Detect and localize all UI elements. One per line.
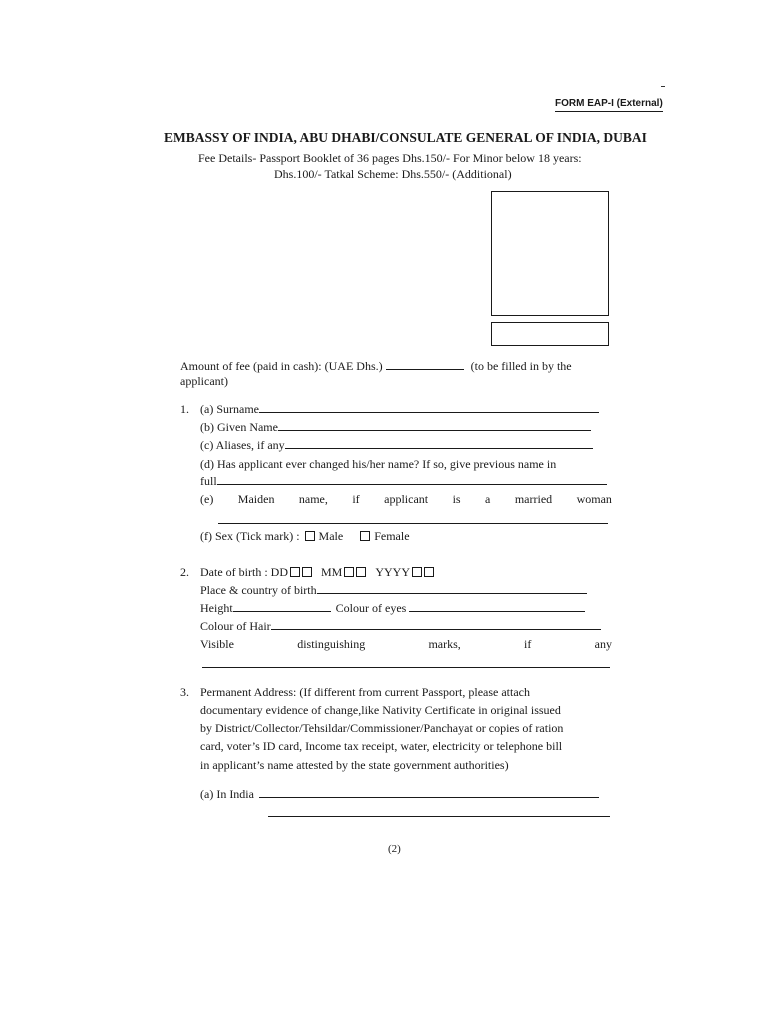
given-name-label: (b) Given Name bbox=[200, 420, 278, 434]
height-row bbox=[200, 600, 585, 616]
maiden-name-field[interactable] bbox=[218, 523, 608, 524]
aliases-label: (c) Aliases, if any bbox=[200, 438, 285, 452]
india-address-field[interactable] bbox=[259, 786, 599, 798]
dd-label: DD bbox=[270, 565, 288, 579]
dob-day-box[interactable] bbox=[290, 567, 300, 577]
corner-mark bbox=[661, 86, 665, 87]
form-id: FORM EAP-I (External) bbox=[555, 98, 663, 109]
yyyy-label: YYYY bbox=[375, 565, 411, 579]
address-text-line: by District/Collector/Tehsildar/Commissioner/Panchayat or copies of ration bbox=[200, 721, 564, 735]
dob-year-box[interactable] bbox=[412, 567, 422, 577]
maiden-word: if bbox=[352, 492, 360, 506]
height-field[interactable] bbox=[233, 600, 331, 612]
maiden-word: applicant bbox=[384, 492, 429, 506]
maiden-word: is bbox=[452, 492, 461, 506]
previous-name-field[interactable] bbox=[217, 473, 607, 485]
given-name-field[interactable] bbox=[278, 419, 591, 431]
female-checkbox[interactable] bbox=[360, 531, 370, 541]
india-row bbox=[200, 786, 599, 802]
dob-day-box[interactable] bbox=[302, 567, 312, 577]
place-label: Place & country of birth bbox=[200, 583, 317, 597]
fee-note-2: applicant) bbox=[180, 374, 228, 388]
full-row bbox=[200, 473, 607, 489]
address-text-line: card, voter’s ID card, Income tax receipt, water, electricity or telephone bill bbox=[200, 739, 563, 753]
eyes-label: Colour of eyes bbox=[335, 601, 407, 615]
sex-label: (f) Sex (Tick mark) : bbox=[200, 529, 300, 543]
marks-row bbox=[200, 636, 612, 652]
maiden-word: married bbox=[514, 492, 553, 506]
marks-word: any bbox=[594, 637, 612, 651]
male-label: Male bbox=[318, 529, 344, 543]
section3-number: 3. bbox=[180, 685, 189, 699]
full-label: full bbox=[200, 474, 217, 488]
dob-year-box[interactable] bbox=[424, 567, 434, 577]
male-checkbox[interactable] bbox=[305, 531, 315, 541]
mm-label: MM bbox=[321, 565, 343, 579]
surname-row bbox=[200, 401, 599, 417]
aliases-field[interactable] bbox=[285, 437, 593, 449]
marks-word: Visible bbox=[200, 637, 234, 651]
place-field[interactable] bbox=[317, 582, 587, 594]
address-text-line: Permanent Address: (If different from current Passport, please attach bbox=[200, 685, 530, 699]
given-name-row bbox=[200, 419, 591, 435]
maiden-word: (e) bbox=[200, 492, 214, 506]
female-label: Female bbox=[374, 529, 410, 543]
eyes-field[interactable] bbox=[409, 600, 585, 612]
photo-box[interactable] bbox=[491, 191, 609, 316]
marks-word: marks, bbox=[428, 637, 461, 651]
maiden-word: woman bbox=[576, 492, 612, 506]
fee-row bbox=[180, 358, 572, 374]
marks-word: distinguishing bbox=[297, 637, 366, 651]
fee-details-line2: Dhs.100/- Tatkal Scheme: Dhs.550/- (Additional) bbox=[274, 167, 512, 181]
surname-field[interactable] bbox=[259, 401, 599, 413]
marks-field[interactable] bbox=[202, 667, 610, 668]
fee-note: (to be filled in by the bbox=[470, 359, 572, 373]
india-address-field-2[interactable] bbox=[268, 816, 610, 817]
form-id-underline bbox=[555, 111, 663, 112]
fee-amount-field[interactable] bbox=[386, 358, 464, 370]
dob-month-box[interactable] bbox=[344, 567, 354, 577]
maiden-word: a bbox=[485, 492, 491, 506]
india-label: (a) In India bbox=[200, 787, 254, 801]
address-text-line: in applicant’s name attested by the state government authorities) bbox=[200, 758, 509, 772]
dob-row bbox=[200, 564, 434, 580]
fee-label: Amount of fee (paid in cash): (UAE Dhs.) bbox=[180, 359, 383, 373]
fee-details-line1: Fee Details- Passport Booklet of 36 pages Dhs.150/- For Minor below 18 years: bbox=[198, 151, 582, 165]
dob-month-box[interactable] bbox=[356, 567, 366, 577]
section2-number: 2. bbox=[180, 565, 189, 579]
dob-label: Date of birth : bbox=[200, 565, 268, 579]
aliases-row bbox=[200, 437, 593, 453]
maiden-word: name, bbox=[298, 492, 328, 506]
section1-number: 1. bbox=[180, 402, 189, 416]
signature-box[interactable] bbox=[491, 322, 609, 346]
hair-row bbox=[200, 618, 601, 634]
maiden-row bbox=[200, 491, 612, 507]
place-row bbox=[200, 582, 587, 598]
marks-word: if bbox=[524, 637, 532, 651]
address-text-line: documentary evidence of change,like Nativity Certificate in original issued bbox=[200, 703, 561, 717]
page-title: EMBASSY OF INDIA, ABU DHABI/CONSULATE GENERAL OF INDIA, DUBAI bbox=[164, 130, 647, 145]
maiden-word: Maiden bbox=[237, 492, 275, 506]
hair-field[interactable] bbox=[271, 618, 601, 630]
changed-name-row: (d) Has applicant ever changed his/her name? If so, give previous name in bbox=[200, 457, 557, 471]
page-number: (2) bbox=[388, 843, 401, 855]
hair-label: Colour of Hair bbox=[200, 619, 271, 633]
height-label: Height bbox=[200, 601, 233, 615]
surname-label: (a) Surname bbox=[200, 402, 259, 416]
sex-row bbox=[200, 528, 410, 544]
